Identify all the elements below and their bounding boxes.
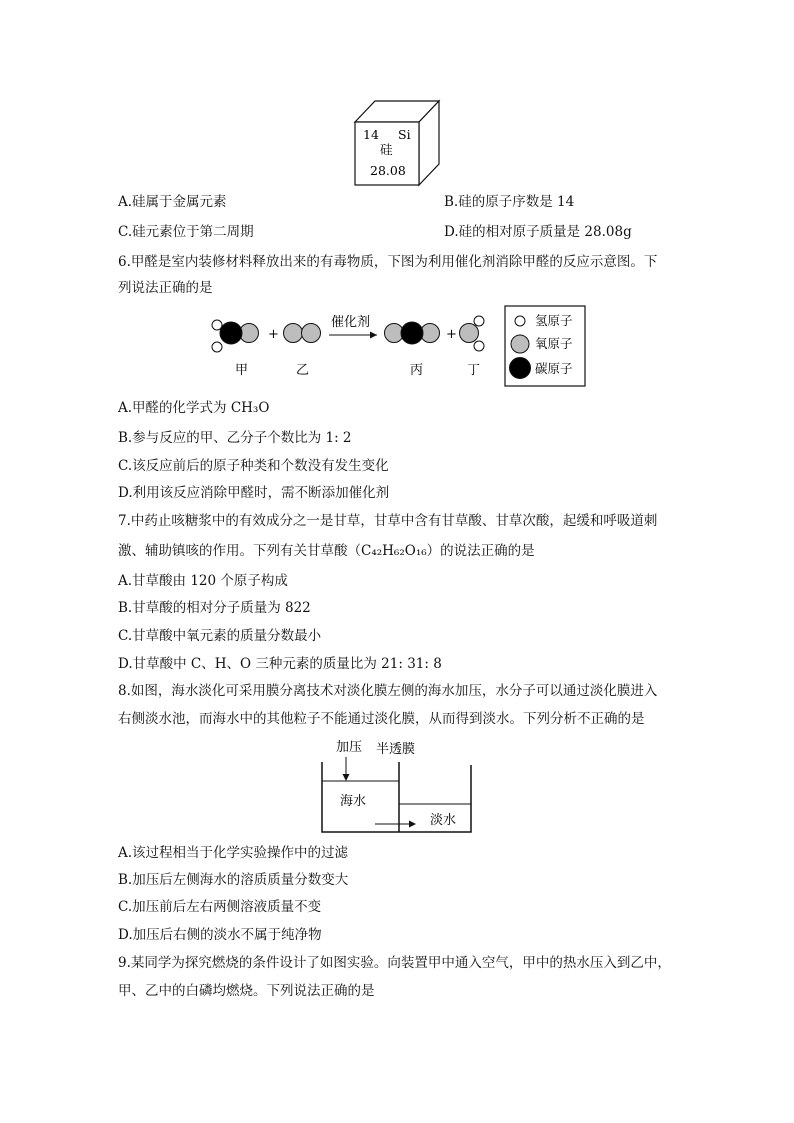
molecule-oxygen [284,324,321,343]
q6-stem-line2: 列说法正确的是 [118,280,213,296]
q8-option-b: B.加压后左侧海水的溶质质量分数变大 [118,872,349,888]
q5-option-c: C.硅元素位于第二周期 [118,224,254,240]
legend-hydrogen-icon [515,316,525,326]
silicon-element-cube [350,96,442,188]
plus-sign-2: + [446,327,457,342]
q7-option-b: B.甘草酸的相对分子质量为 822 [118,600,311,616]
q8-option-a: A.该过程相当于化学实验操作中的过滤 [118,845,349,861]
formaldehyde-reaction-diagram [205,304,590,388]
pressure-label: 加压 [336,740,363,755]
atom-legend [505,306,585,386]
membrane-label: 半透膜 [376,742,416,757]
atomic-mass: 28.08 [370,163,406,178]
seawater-label: 海水 [340,794,367,809]
freshwater-label: 淡水 [430,813,457,828]
q7-option-c: C.甘草酸中氧元素的质量分数最小 [118,628,322,644]
q9-stem-line1: 9.某同学为探究燃烧的条件设计了如图实验。向装置甲中通入空气，甲中的热水压入到乙中， [118,955,671,971]
legend-carbon: 碳原子 [535,361,573,376]
atomic-number: 14 [363,127,379,142]
plus-sign-1: + [268,327,279,342]
q7-option-a: A.甘草酸由 120 个原子构成 [118,573,288,589]
q6-option-c: C.该反应前后的原子种类和个数没有发生变化 [118,458,389,474]
q5-option-a: A.硅属于金属元素 [118,194,227,210]
q5-option-b: B.硅的原子序数是 14 [444,194,575,210]
q6-option-a: A.甲醛的化学式为 CH₃O [118,400,270,416]
molecule-formaldehyde [212,320,259,352]
label-jia: 甲 [235,363,249,378]
q6-stem-line1: 6.甲醛是室内装修材料释放出来的有毒物质，下图为利用催化剂消除甲醛的反应示意图。下 [118,254,658,270]
molecule-carbon-dioxide [385,322,440,344]
q8-stem-line1: 8.如图，海水淡化可采用膜分离技术对淡化膜左侧的海水加压，水分子可以通过淡化膜进入 [118,683,658,699]
legend-hydrogen: 氢原子 [535,313,573,328]
desalination-diagram [318,735,478,837]
legend-oxygen-icon [511,335,529,353]
q5-option-d: D.硅的相对原子质量是 28.08g [444,224,632,240]
element-name: 硅 [380,142,393,157]
q7-option-d: D.甘草酸中 C、H、O 三种元素的质量比为 21: 31: 8 [118,656,442,672]
q7-stem-line2: 激、辅助镇咳的作用。下列有关甘草酸（C₄₂H₆₂O₁₆）的说法正确的是 [118,543,535,559]
q8-option-d: D.加压后右侧的淡水不属于纯净物 [118,927,322,943]
label-yi: 乙 [296,363,310,378]
label-bing: 丙 [410,363,424,378]
molecule-water [460,316,485,351]
q6-option-d: D.利用该反应消除甲醛时，需不断添加催化剂 [118,485,390,501]
q6-option-b: B.参与反应的甲、乙分子个数比为 1: 2 [118,430,352,446]
q8-stem-line2: 右侧淡水池，而海水中的其他粒子不能通过淡化膜，从而得到淡水。下列分析不正确的是 [118,711,645,727]
q8-option-c: C.加压前后左右两侧溶液质量不变 [118,899,322,915]
element-symbol: Si [398,127,411,142]
legend-carbon-icon [510,358,531,379]
legend-oxygen: 氧原子 [535,336,573,351]
catalyst-label: 催化剂 [331,315,371,330]
q7-stem-line1: 7.中药止咳糖浆中的有效成分之一是甘草，甘草中含有甘草酸、甘草次酸，起缓和呼吸道刺 [118,513,658,529]
q9-stem-line2: 甲、乙中的白磷均燃烧。下列说法正确的是 [118,983,375,999]
label-ding: 丁 [467,363,481,378]
